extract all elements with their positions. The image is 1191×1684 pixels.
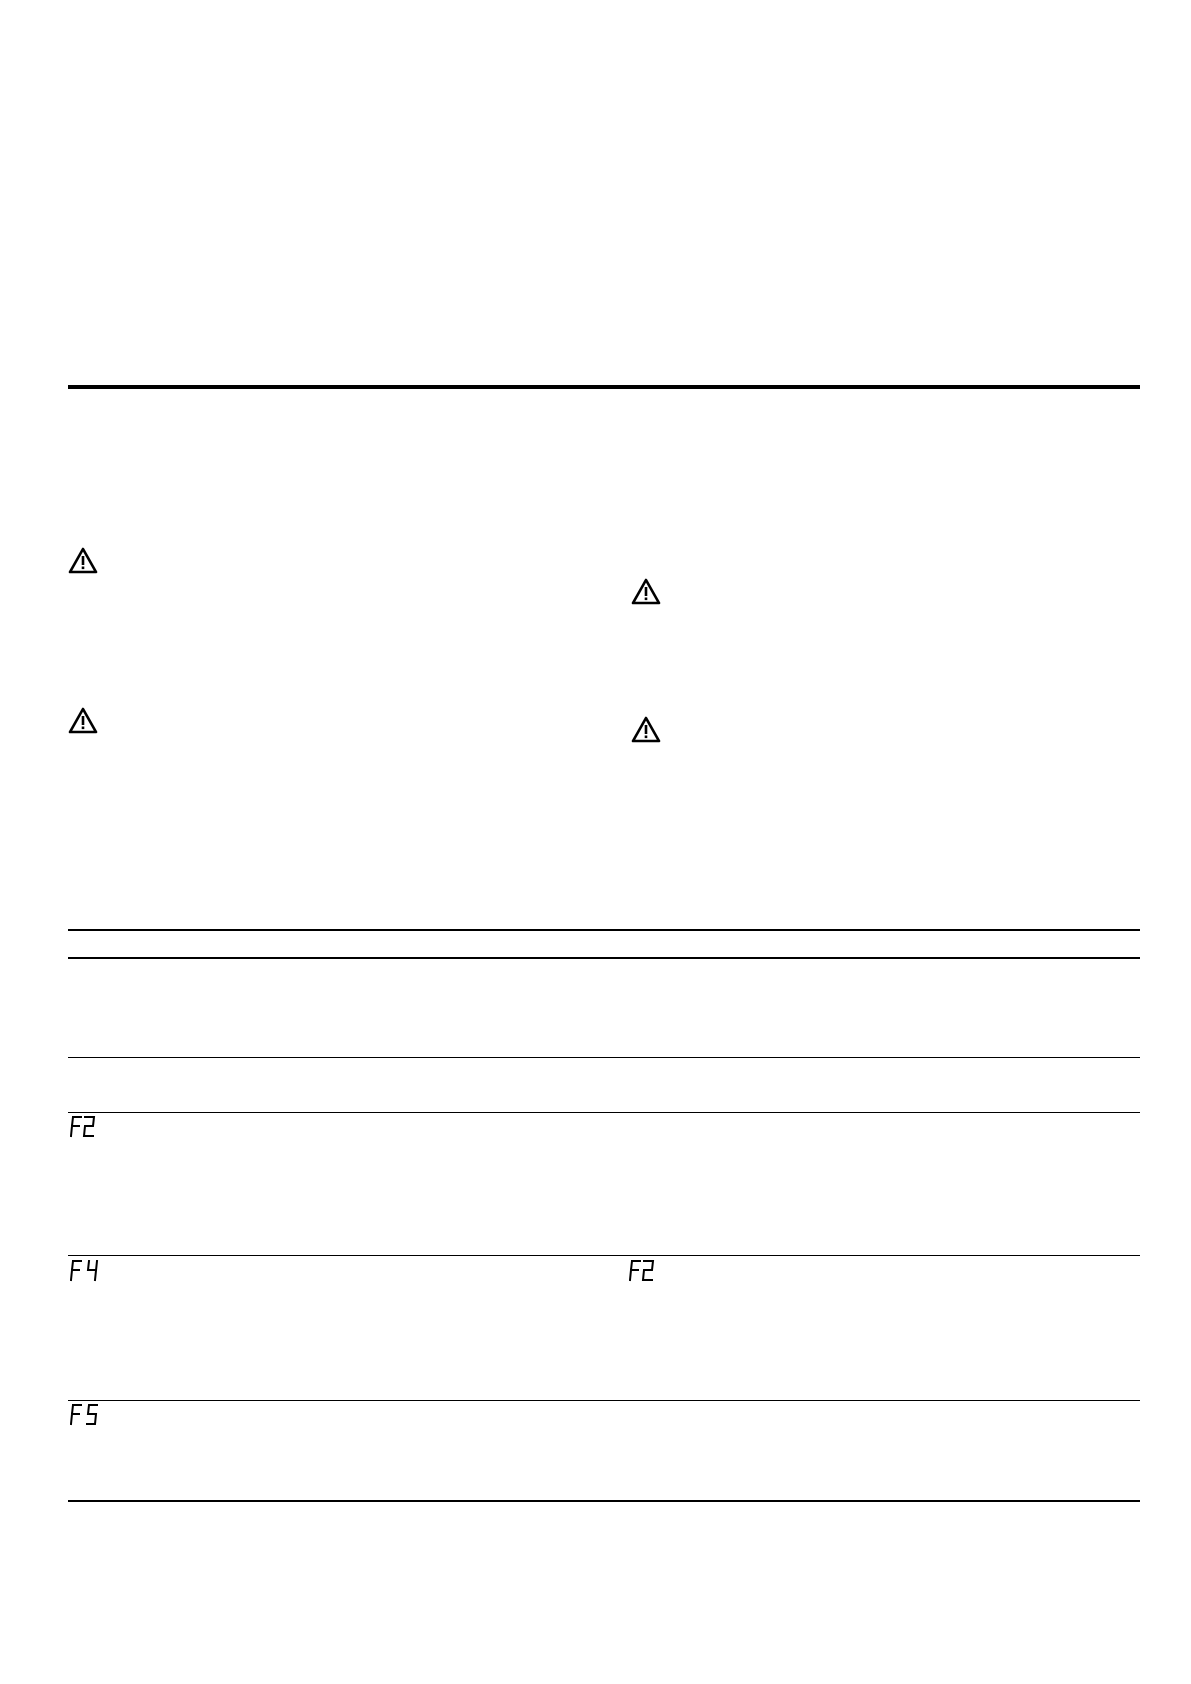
warning-triangle-icon bbox=[631, 716, 661, 743]
section-divider bbox=[68, 385, 1140, 389]
error-code-display bbox=[70, 1116, 98, 1138]
warning-triangle-icon bbox=[68, 707, 98, 734]
warning-triangle-icon bbox=[631, 578, 661, 605]
warning-triangle-icon bbox=[68, 547, 98, 574]
table-row-divider bbox=[68, 1400, 1140, 1401]
error-code-display bbox=[70, 1404, 100, 1426]
error-code-display bbox=[70, 1260, 100, 1282]
table-bottom-rule bbox=[68, 1500, 1140, 1502]
error-code-display bbox=[629, 1260, 657, 1282]
table-top-rule bbox=[68, 929, 1140, 931]
table-row-divider bbox=[68, 1112, 1140, 1113]
table-row-divider bbox=[68, 1255, 1140, 1256]
table-row-divider bbox=[68, 1057, 1140, 1058]
table-header-rule bbox=[68, 957, 1140, 959]
